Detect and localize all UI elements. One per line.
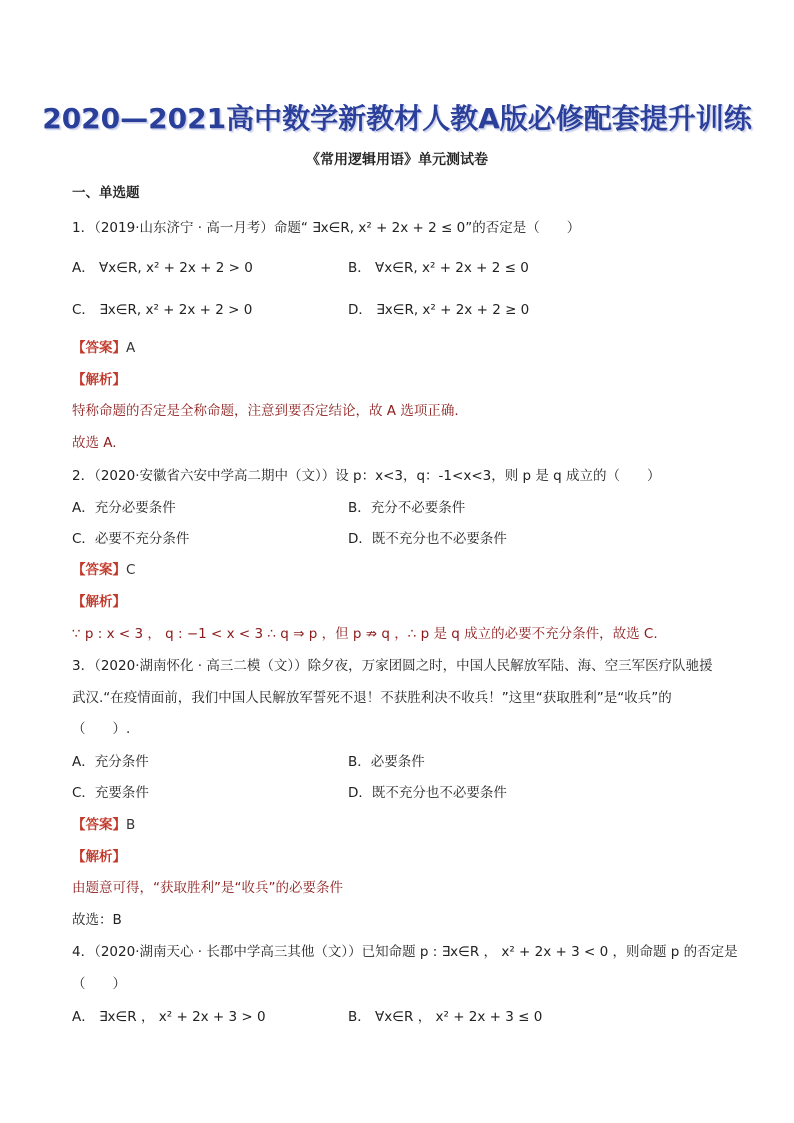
document-title: 2020—2021高中数学新教材人教A版必修配套提升训练 bbox=[42, 102, 752, 135]
question-2-analysis: ∵ p : x < 3 ， q : −1 < x < 3 ∴ q ⇒ p ，但 p ⇏ q ，∴ p 是 q 成立的必要不充分条件，故选 C. bbox=[72, 626, 658, 642]
question-1-option-a: A． ∀x∈R, x² + 2x + 2 > 0 bbox=[72, 260, 253, 276]
question-3-option-a: A．充分条件 bbox=[72, 754, 149, 770]
question-2-option-a: A．充分必要条件 bbox=[72, 500, 176, 516]
answer-value: B bbox=[126, 817, 136, 833]
question-2-stem: 2．（2020·安徽省六安中学高二期中（文））设 p：x<3，q：-1<x<3，则 p 是 q 成立的（ ） bbox=[72, 468, 661, 484]
question-3-analysis-label: 【解析】 bbox=[72, 849, 126, 865]
question-3-analysis: 由题意可得，“获取胜利”是“收兵”的必要条件 bbox=[72, 880, 343, 896]
question-4-stem-line-2: （ ） bbox=[72, 976, 126, 992]
question-1-answer bbox=[72, 336, 135, 356]
question-4-option-b: B． ∀x∈R ， x² + 2x + 3 ≤ 0 bbox=[348, 1009, 543, 1025]
question-3-stem-line-3: （ ）. bbox=[72, 721, 131, 737]
question-2-option-d: D．既不充分也不必要条件 bbox=[348, 531, 507, 547]
question-1-option-c: C． ∃x∈R, x² + 2x + 2 > 0 bbox=[72, 302, 253, 318]
question-4-option-a: A． ∃x∈R ， x² + 2x + 3 > 0 bbox=[72, 1009, 266, 1025]
answer-label: 【答案】 bbox=[72, 817, 126, 833]
question-3-option-b: B．必要条件 bbox=[348, 754, 425, 770]
answer-value: A bbox=[126, 340, 136, 356]
question-3-stem-line-2: 武汉.“在疫情面前，我们中国人民解放军誓死不退！不获胜利决不收兵！”这里“获取胜利”是“收兵”的 bbox=[72, 690, 672, 706]
question-1-option-d: D． ∃x∈R, x² + 2x + 2 ≥ 0 bbox=[348, 302, 530, 318]
question-1-stem: 1．（2019·山东济宁 · 高一月考）命题“ ∃x∈R, x² + 2x + 2 ≤ 0”的否定是（ ） bbox=[72, 220, 581, 236]
question-1-analysis: 特称命题的否定是全称命题，注意到要否定结论，故 A 选项正确. bbox=[72, 403, 459, 419]
question-3-option-d: D．既不充分也不必要条件 bbox=[348, 785, 507, 801]
question-3-option-c: C．充要条件 bbox=[72, 785, 149, 801]
question-3-answer bbox=[72, 813, 135, 833]
question-2-analysis-label: 【解析】 bbox=[72, 594, 126, 610]
section-heading: 一、单选题 bbox=[72, 185, 140, 201]
question-1-option-b: B． ∀x∈R, x² + 2x + 2 ≤ 0 bbox=[348, 260, 529, 276]
question-2-option-b: B．充分不必要条件 bbox=[348, 500, 466, 516]
question-2-option-c: C．必要不充分条件 bbox=[72, 531, 190, 547]
document-subtitle: 《常用逻辑用语》单元测试卷 bbox=[306, 152, 488, 168]
answer-value: C bbox=[126, 562, 136, 578]
question-3-stem-line-1: 3．（2020·湖南怀化 · 高三二模（文））除夕夜，万家团圆之时，中国人民解放军陆、海、空三军医疗队驰援 bbox=[72, 658, 713, 674]
question-3-conclusion: 故选：B bbox=[72, 912, 122, 928]
question-1-analysis-label: 【解析】 bbox=[72, 372, 126, 388]
question-4-stem-line-1: 4．（2020·湖南天心 · 长郡中学高三其他（文））已知命题 p : ∃x∈R ， x² + 2x + 3 < 0 ，则命题 p 的否定是 bbox=[72, 944, 738, 960]
question-1-conclusion: 故选 A. bbox=[72, 435, 117, 451]
question-2-answer bbox=[72, 558, 135, 578]
answer-label: 【答案】 bbox=[72, 562, 126, 578]
answer-label: 【答案】 bbox=[72, 340, 126, 356]
